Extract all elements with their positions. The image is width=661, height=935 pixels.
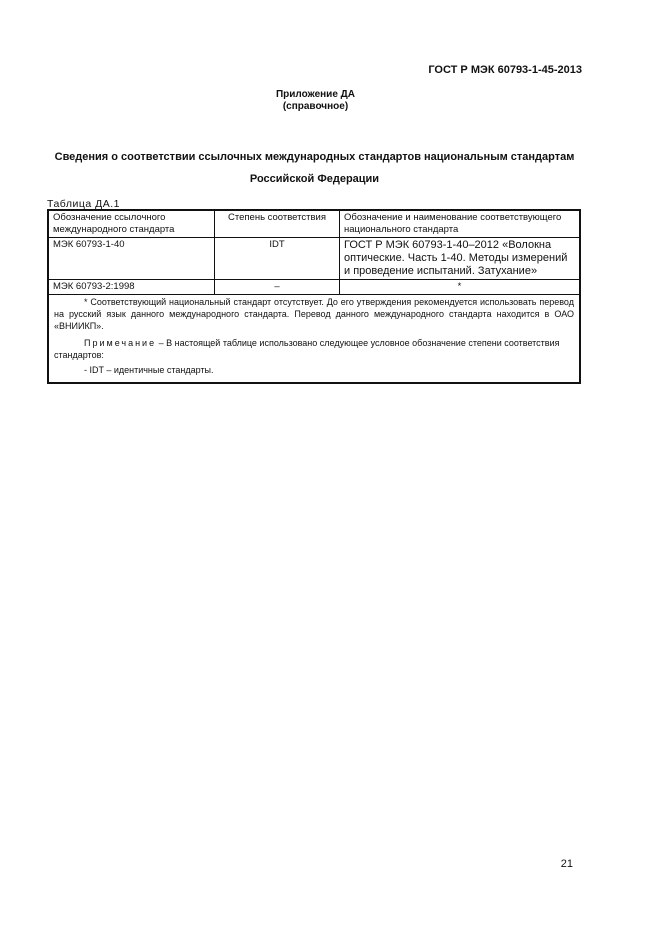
- appendix-heading: [0, 89, 631, 113]
- header-national-standard: Обозначение и наименование соответствующего национального стандарта: [340, 210, 581, 238]
- cell-degree: –: [215, 280, 340, 295]
- document-id: ГОСТ Р МЭК 60793-1-45-2013: [428, 64, 582, 76]
- correspondence-table: [47, 209, 581, 384]
- main-title-line-1: Сведения о соответствии ссылочных международных стандартов национальным стандартам: [54, 151, 575, 163]
- header-ref-standard: Обозначение ссылочного международного стандарта: [48, 210, 215, 238]
- table-label: Таблица ДА.1: [47, 198, 120, 210]
- table-row: [48, 280, 580, 295]
- appendix-subtitle: (справочное): [282, 101, 349, 112]
- cell-national-standard: *: [340, 280, 581, 295]
- appendix-title: Приложение ДА: [275, 89, 356, 100]
- note-text: – В настоящей таблице использовано следующее условное обозначение степени соответствия стандартов:: [54, 338, 560, 360]
- header-degree: Степень соответствия: [215, 210, 340, 238]
- note-label: Примечание: [84, 338, 157, 348]
- note-item: - IDT – идентичные стандарты.: [84, 365, 214, 375]
- cell-national-standard: ГОСТ Р МЭК 60793-1-40–2012 «Волокна оптические. Часть 1-40. Методы измерений и проведение испытаний. Затухание»: [340, 238, 581, 280]
- cell-ref-standard: МЭК 60793-1-40: [48, 238, 215, 280]
- table-notes-row: [48, 295, 580, 384]
- cell-degree: IDT: [215, 238, 340, 280]
- table-note: [54, 337, 574, 361]
- table-row: [48, 238, 580, 280]
- table-header-row: [48, 210, 580, 238]
- cell-ref-standard: МЭК 60793-2:1998: [48, 280, 215, 295]
- page-number: 21: [560, 858, 573, 870]
- table-footnote: * Соответствующий национальный стандарт отсутствует. До его утверждения рекомендуется использовать перевод на русский язык данного международного стандарта. Перевод данного международного стандарта находится в ОАО «ВНИИКП».: [54, 297, 574, 331]
- table-notes: [48, 295, 580, 384]
- main-title-line-2: Российской Федерации: [249, 173, 380, 185]
- main-title: [47, 146, 582, 190]
